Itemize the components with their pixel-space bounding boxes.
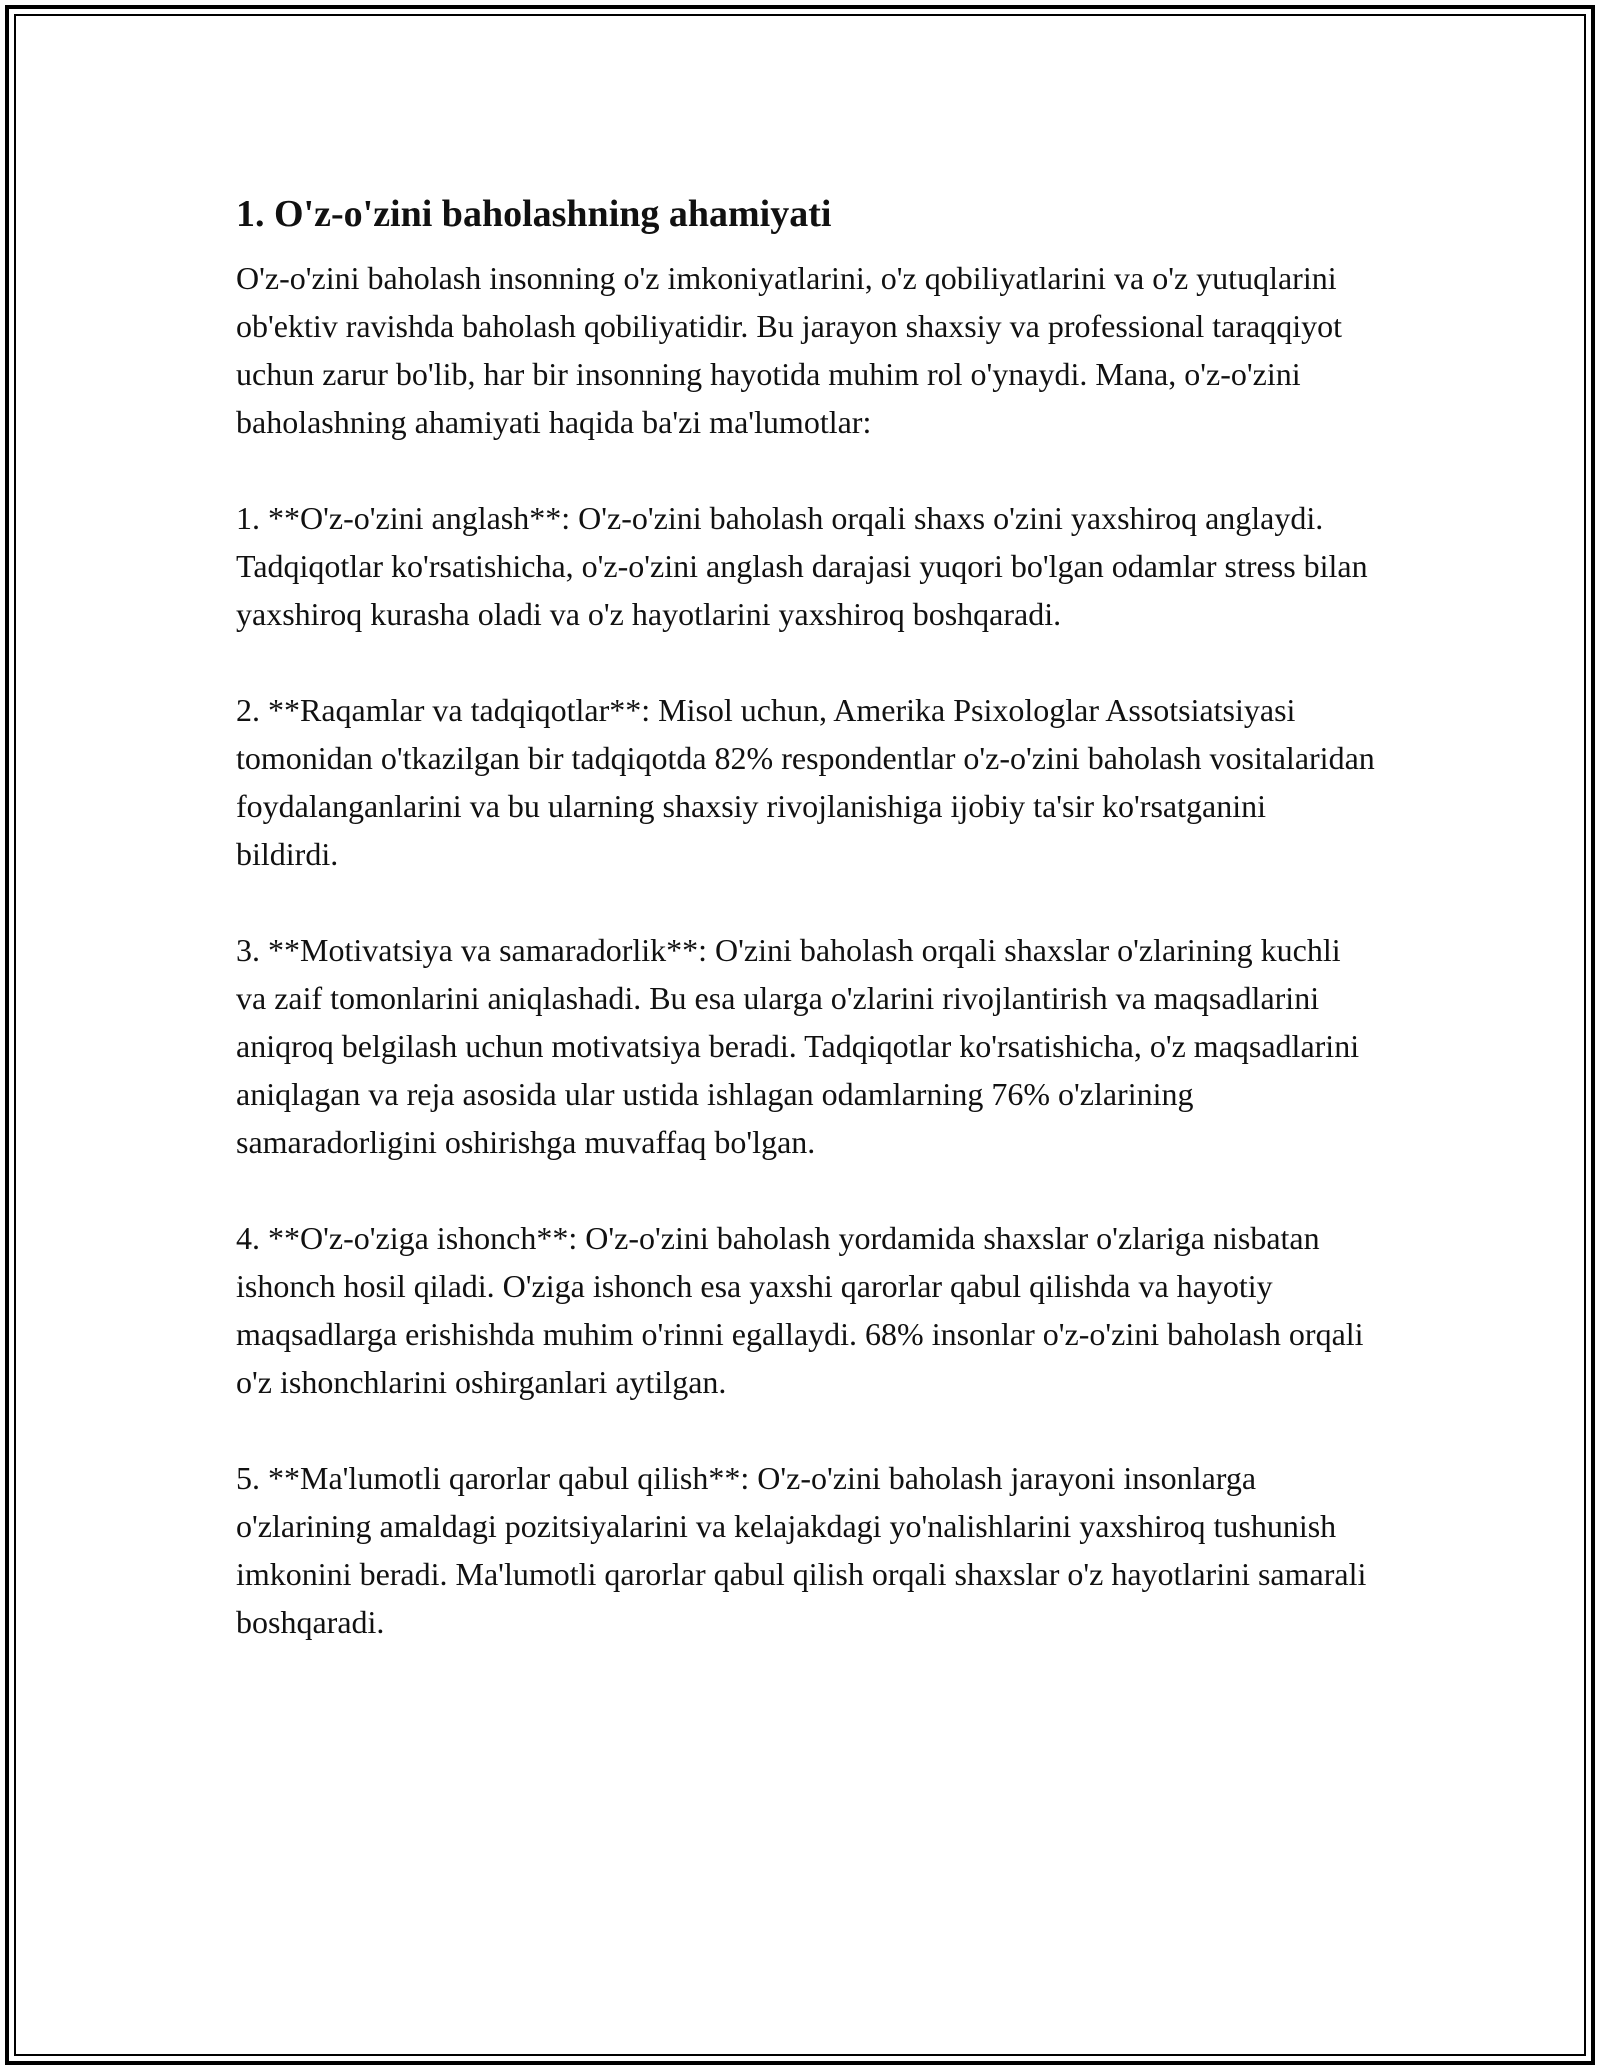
intro-paragraph: O'z-o'zini baholash insonning o'z imkoniyatlarini, o'z qobiliyatlarini va o'z yutuqlarini ob'ektiv ravishda baholash qobiliyatidir. Bu jarayon shaxsiy va professional taraqqiyot uchun zarur bo'lib, har bir insonning hayotida muhim rol o'ynaydi. Mana, o'z-o'zini baholashning ahamiyati haqida ba'zi ma'lumotlar: <box>236 260 1342 440</box>
document-body <box>236 186 1376 1694</box>
section-heading: 1. O'z-o'zini baholashning ahamiyati <box>236 193 832 235</box>
list-item-informed-decisions: 5. **Ma'lumotli qarorlar qabul qilish**: O'z-o'zini baholash jarayoni insonlarga o'zlarining amaldagi pozitsiyalarini va kelajakdagi yo'nalishlarini yaxshiroq tushunish imkonini beradi. Ma'lumotli qarorlar qabul qilish orqali shaxslar o'z hayotlarini samarali boshqaradi. <box>236 1460 1367 1640</box>
list-item-motivation: 3. **Motivatsiya va samaradorlik**: O'zini baholash orqali shaxslar o'zlarining kuchli va zaif tomonlarini aniqlashadi. Bu esa ularga o'zlarini rivojlantirish va maqsadlarini aniqroq belgilash uchun motivatsiya beradi. Tadqiqotlar ko'rsatishicha, o'z maqsadlarini aniqlagan va reja asosida ular ustida ishlagan odamlarning 76% o'zlarining samaradorligini oshirishga muvaffaq bo'lgan. <box>236 932 1360 1160</box>
list-item-numbers-research: 2. **Raqamlar va tadqiqotlar**: Misol uchun, Amerika Psixologlar Assotsiatsiyasi tomonidan o'tkazilgan bir tadqiqotda 82% respondentlar o'z-o'zini baholash vositalaridan foydalanganlarini va bu ularning shaxsiy rivojlanishiga ijobiy ta'sir ko'rsatganini bildirdi. <box>236 692 1375 872</box>
list-item-self-awareness: 1. **O'z-o'zini anglash**: O'z-o'zini baholash orqali shaxs o'zini yaxshiroq anglaydi. Tadqiqotlar ko'rsatishicha, o'z-o'zini anglash darajasi yuqori bo'lgan odamlar stress bilan yaxshiroq kurasha oladi va o'z hayotlarini yaxshiroq boshqaradi. <box>236 500 1368 632</box>
list-item-self-confidence: 4. **O'z-o'ziga ishonch**: O'z-o'zini baholash yordamida shaxslar o'zlariga nisbatan ishonch hosil qiladi. O'ziga ishonch esa yaxshi qarorlar qabul qilishda va hayotiy maqsadlarga erishishda muhim o'rinni egallaydi. 68% insonlar o'z-o'zini baholash orqali o'z ishonchlarini oshirganlari aytilgan. <box>236 1220 1364 1400</box>
